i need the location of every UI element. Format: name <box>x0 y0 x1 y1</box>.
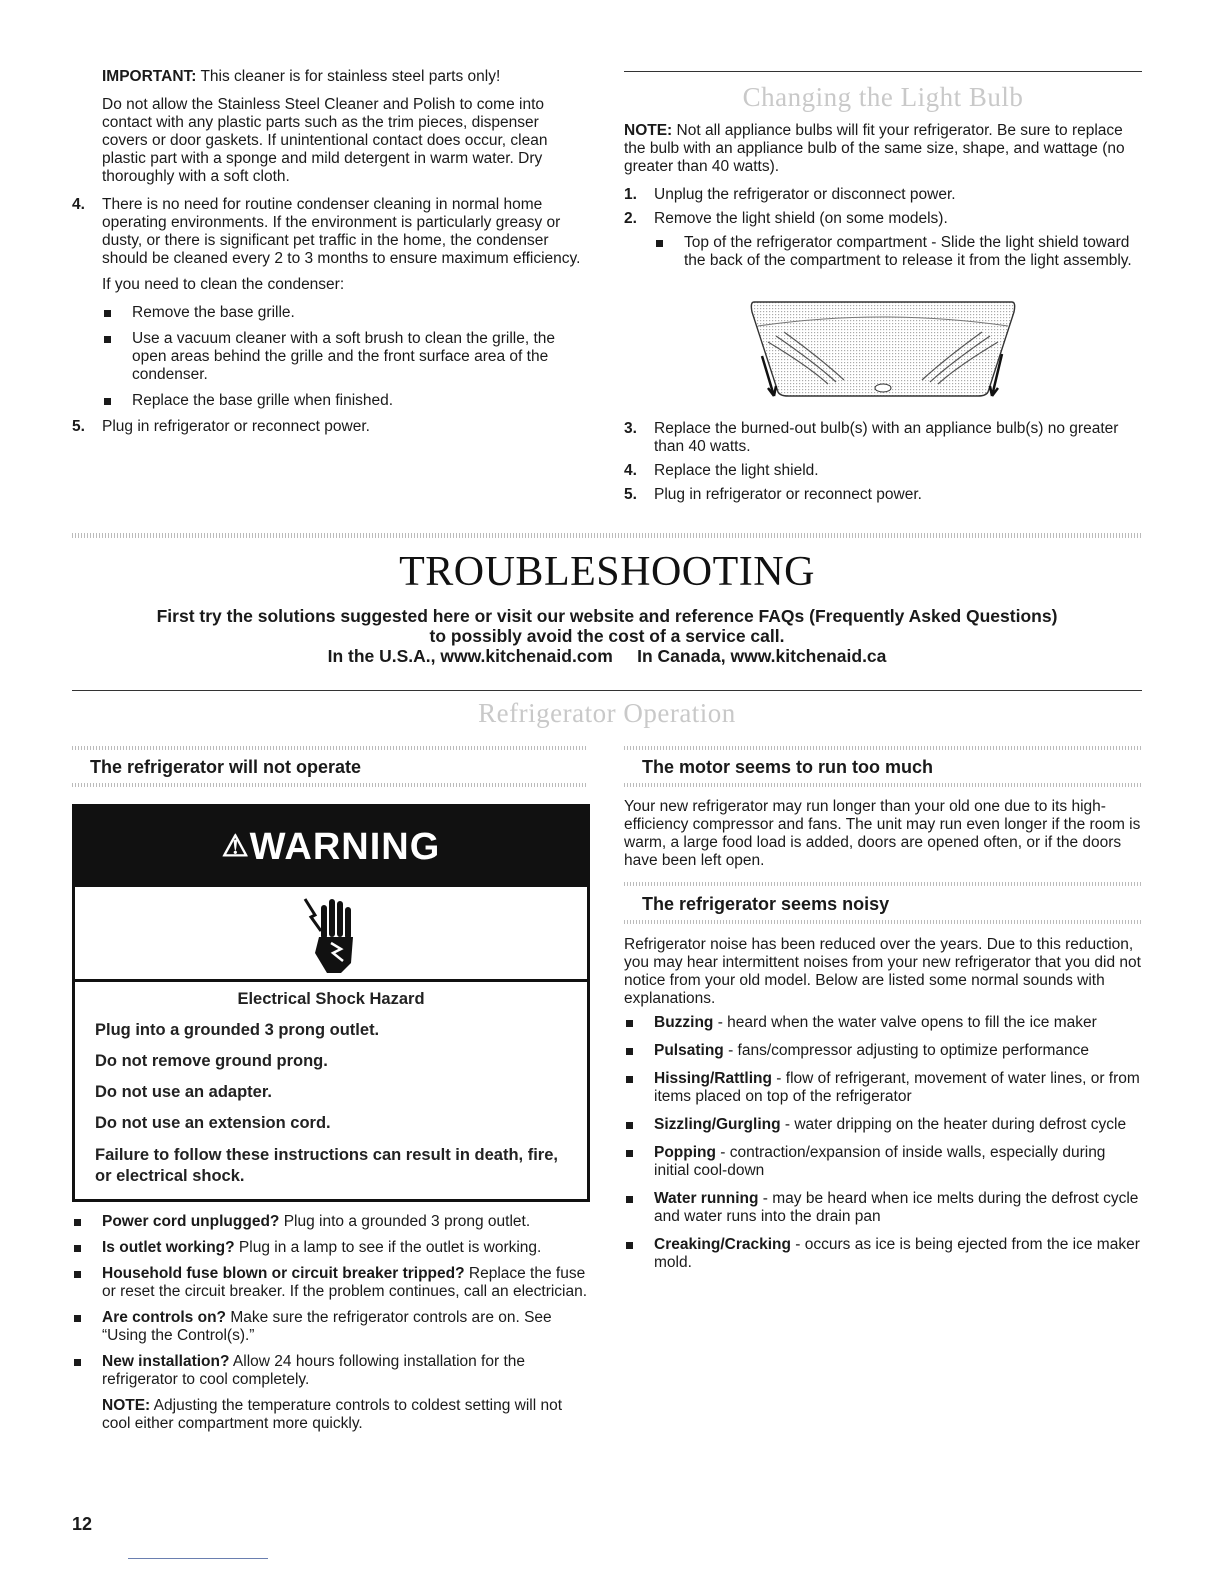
check-question: Are controls on? <box>102 1309 227 1326</box>
warning-body <box>75 982 587 1187</box>
step-5 <box>72 418 588 436</box>
step-text: Replace the light shield. <box>654 462 819 479</box>
sound-desc: - heard when the water valve opens to fill the ice maker <box>713 1014 1097 1031</box>
bulb-step-4 <box>624 462 1142 480</box>
sound-desc: - occurs as ice is being ejected from the ice maker mold. <box>654 1236 1140 1271</box>
note-text: Not all appliance bulbs will fit your refrigerator. Be sure to replace the bulb with an appliance bulb of the same size, shape, and wattage (no greater than 40 watts). <box>624 122 1125 175</box>
list-item <box>624 1014 1142 1032</box>
list-item <box>72 1265 592 1301</box>
step-text: Unplug the refrigerator or disconnect power. <box>654 186 956 203</box>
step-text: Plug in refrigerator or reconnect power. <box>102 418 370 435</box>
bulb-note <box>624 122 1142 176</box>
troubleshooting-title: TROUBLESHOOTING <box>399 549 815 595</box>
operation-checks <box>72 1213 592 1433</box>
noise-list <box>624 1014 1142 1282</box>
warning-line: Do not use an extension cord. <box>95 1114 331 1132</box>
hatch-divider <box>624 882 1142 886</box>
warning-triangle-icon: ⚠ <box>221 830 250 863</box>
important-note <box>72 68 588 86</box>
sound-name: Pulsating <box>654 1042 724 1059</box>
check-answer: Allow 24 hours following installation for the refrigerator to cool completely. <box>102 1353 525 1388</box>
step-text: Replace the burned-out bulb(s) with an appliance bulb(s) no greater than 40 watts. <box>654 420 1119 455</box>
sound-name: Sizzling/Gurgling <box>654 1116 781 1133</box>
check-question: New installation? <box>102 1353 230 1370</box>
sound-name: Popping <box>654 1144 716 1161</box>
sound-desc: - contraction/expansion of inside walls, especially during initial cool-down <box>654 1144 1106 1179</box>
troubleshooting-intro <box>72 606 1142 666</box>
step-number: 4. <box>624 462 637 479</box>
hatch-divider <box>624 746 1142 750</box>
sound-desc: - flow of refrigerant, movement of water lines, or from items placed on top of the refrigerator <box>654 1070 1140 1105</box>
list-item: Replace the base grille when finished. <box>102 392 588 410</box>
intro-line: First try the solutions suggested here or visit our website and reference FAQs (Frequently Asked Questions) <box>156 606 1058 626</box>
page-number: 12 <box>72 1514 93 1534</box>
list-item <box>624 1070 1142 1106</box>
list-item <box>72 1309 592 1345</box>
bulb-step-2 <box>624 210 1142 228</box>
noisy-heading: The refrigerator seems noisy <box>642 894 890 914</box>
sound-name: Water running <box>654 1190 759 1207</box>
step-4 <box>72 196 588 268</box>
warning-line: Plug into a grounded 3 prong outlet. <box>95 1021 380 1039</box>
check-answer: Plug in a lamp to see if the outlet is working. <box>234 1239 542 1256</box>
note-label: NOTE: <box>624 122 673 139</box>
footer-line <box>128 1558 268 1559</box>
list-item <box>624 1116 1142 1134</box>
step-number: 5. <box>72 418 85 435</box>
step-number: 5. <box>624 486 637 503</box>
hazard-title: Electrical Shock Hazard <box>237 990 425 1008</box>
hatch-divider <box>72 783 588 787</box>
list-item <box>624 1144 1142 1180</box>
condenser-bullets <box>72 304 588 410</box>
electric-shock-hand-icon <box>301 893 365 975</box>
temperature-note <box>72 1397 592 1433</box>
warning-box <box>72 804 590 1202</box>
step-text: Plug in refrigerator or reconnect power. <box>654 486 922 503</box>
note-label: NOTE: <box>102 1397 151 1414</box>
sound-name: Buzzing <box>654 1014 714 1031</box>
cleaner-caution: Do not allow the Stainless Steel Cleaner and Polish to come into contact with any plastic parts such as the trim pieces, dispenser covers or door gaskets. If unintentional contact does occur, clean plastic part with a sponge and mild detergent in warm water. Dry thoroughly with a soft cloth. <box>102 96 548 185</box>
list-item <box>72 1213 592 1231</box>
operation-title: Refrigerator Operation <box>478 698 736 728</box>
warning-label: WARNING <box>249 826 441 868</box>
bulb-step-1 <box>624 186 1142 204</box>
intro-line: to possibly avoid the cost of a service call. <box>429 626 785 646</box>
step-number: 3. <box>624 420 637 437</box>
check-question: Household fuse blown or circuit breaker tripped? <box>102 1265 465 1282</box>
not-operate-heading: The refrigerator will not operate <box>90 757 362 777</box>
list-item <box>72 1239 592 1257</box>
list-item: Use a vacuum cleaner with a soft brush to clean the grille, the open areas behind the grille and the front surface area of the condenser. <box>102 330 588 384</box>
step-number: 2. <box>624 210 637 227</box>
warning-line: Do not remove ground prong. <box>95 1052 328 1070</box>
list-item <box>624 1190 1142 1226</box>
check-answer: Make sure the refrigerator controls are on. See “Using the Control(s).” <box>102 1309 552 1344</box>
light-bulb-title: Changing the Light Bulb <box>742 82 1024 112</box>
intro-line: In the U.S.A., www.kitchenaid.com In Canada, www.kitchenaid.ca <box>327 646 887 666</box>
step-text: There is no need for routine condenser cleaning in normal home operating environments. If the environment is particularly greasy or dusty, or there is significant pet traffic in the home, the condenser should be cleaned every 2 to 3 months to ensure maximum efficiency. <box>102 196 581 267</box>
important-text: This cleaner is for stainless steel parts only! <box>196 68 501 85</box>
hatch-divider <box>72 746 588 750</box>
warning-line: Do not use an adapter. <box>95 1083 272 1101</box>
sound-name: Creaking/Cracking <box>654 1236 791 1253</box>
motor-heading: The motor seems to run too much <box>642 757 934 777</box>
bulb-step-3 <box>624 420 1142 456</box>
check-answer: Replace the fuse or reset the circuit breaker. If the problem continues, call an electrician. <box>102 1265 588 1300</box>
step-text: Remove the light shield (on some models). <box>654 210 948 227</box>
motor-text: Your new refrigerator may run longer than your old one due to its high-efficiency compressor and fans. The unit may run even longer if the room is warm, a large food load is added, doors are opened often, or if the doors have been left open. <box>624 798 1141 869</box>
sound-desc: - fans/compressor adjusting to optimize performance <box>723 1042 1090 1059</box>
step-number: 1. <box>624 186 637 203</box>
light-shield-illustration <box>748 296 1018 406</box>
sound-name: Hissing/Rattling <box>654 1070 772 1087</box>
shock-icon-area <box>75 887 587 982</box>
list-item <box>72 1353 592 1389</box>
shield-bullet-list <box>624 234 1142 270</box>
important-label: IMPORTANT: <box>102 68 197 85</box>
check-answer: Plug into a grounded 3 prong outlet. <box>279 1213 531 1230</box>
sound-desc: - may be heard when ice melts during the defrost cycle and water runs into the drain pan <box>654 1190 1139 1225</box>
clean-condenser-intro: If you need to clean the condenser: <box>102 276 345 293</box>
list-item <box>624 1236 1142 1272</box>
list-item <box>624 1042 1142 1060</box>
warning-header <box>75 807 587 887</box>
left-top-column <box>72 68 588 444</box>
check-question: Power cord unplugged? <box>102 1213 280 1230</box>
section-divider <box>72 690 1142 691</box>
bulb-step-5 <box>624 486 1142 504</box>
light-bulb-column <box>624 122 1142 278</box>
list-item: Remove the base grille. <box>102 304 588 322</box>
note-text: Adjusting the temperature controls to coldest setting will not cool either compartment more quickly. <box>102 1397 563 1432</box>
warning-line: Failure to follow these instructions can result in death, fire, or electrical shock. <box>95 1146 558 1185</box>
section-divider <box>624 71 1142 72</box>
hatch-divider <box>624 920 1142 924</box>
light-bulb-steps-after <box>624 420 1142 510</box>
noisy-text: Refrigerator noise has been reduced over the years. Due to this reduction, you may hear intermittent noises from your new refrigerator that you did not notice from your old model. Below are listed some normal sounds with explanations. <box>624 936 1141 1007</box>
sound-desc: - water dripping on the heater during defrost cycle <box>780 1116 1127 1133</box>
hatch-divider <box>72 533 1142 538</box>
check-question: Is outlet working? <box>102 1239 235 1256</box>
step-number: 4. <box>72 196 85 213</box>
hatch-divider <box>624 783 1142 787</box>
list-item: Top of the refrigerator compartment - Slide the light shield toward the back of the compartment to release it from the light assembly. <box>654 234 1142 270</box>
